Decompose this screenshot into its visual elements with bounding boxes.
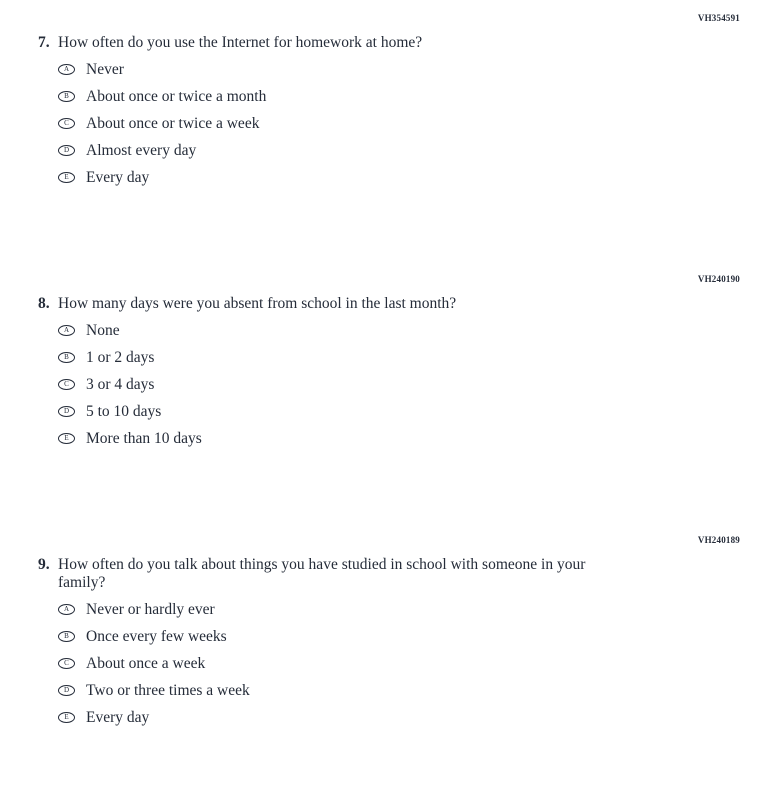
bubble-letter: E	[64, 713, 69, 721]
option-label: About once or twice a month	[86, 87, 267, 105]
question-number: 8.	[38, 295, 50, 312]
bubble-letter: D	[63, 686, 70, 694]
answer-bubble-b[interactable]	[58, 631, 75, 642]
options-list	[58, 56, 740, 191]
item-code-row	[38, 273, 740, 285]
option-label: Every day	[86, 168, 150, 186]
option-row-c[interactable]	[58, 110, 740, 137]
answer-bubble-a[interactable]	[58, 325, 75, 336]
option-label: About once or twice a week	[86, 114, 260, 132]
bubble-letter: B	[64, 632, 69, 640]
bubble-letter: A	[63, 326, 70, 334]
question-number: 9.	[38, 556, 50, 573]
options-list	[58, 596, 740, 731]
option-label: Almost every day	[86, 141, 197, 159]
bubble-letter: C	[64, 119, 69, 127]
option-label: Two or three times a week	[86, 681, 250, 699]
answer-bubble-c[interactable]	[58, 118, 75, 129]
option-row-b[interactable]	[58, 83, 740, 110]
option-label: 5 to 10 days	[86, 402, 162, 420]
answer-bubble-e[interactable]	[58, 433, 75, 444]
answer-bubble-b[interactable]	[58, 91, 75, 102]
bubble-letter: E	[64, 173, 69, 181]
option-row-b[interactable]	[58, 623, 740, 650]
option-row-b[interactable]	[58, 344, 740, 371]
bubble-letter: D	[63, 146, 70, 154]
option-row-c[interactable]	[58, 371, 740, 398]
question-line	[38, 556, 740, 592]
option-row-d[interactable]	[58, 677, 740, 704]
item-code: VH240189	[697, 535, 740, 545]
option-label: Once every few weeks	[86, 627, 227, 645]
option-row-e[interactable]	[58, 425, 740, 452]
answer-bubble-c[interactable]	[58, 379, 75, 390]
answer-bubble-b[interactable]	[58, 352, 75, 363]
item-code-row	[38, 534, 740, 546]
question-block-8	[38, 273, 740, 534]
bubble-letter: A	[63, 605, 70, 613]
option-label: 3 or 4 days	[86, 375, 155, 393]
options-list	[58, 317, 740, 452]
option-label: About once a week	[86, 654, 206, 672]
question-block-7	[38, 12, 740, 273]
option-row-d[interactable]	[58, 398, 740, 425]
option-label: 1 or 2 days	[86, 348, 155, 366]
answer-bubble-e[interactable]	[58, 172, 75, 183]
question-text: How often do you talk about things you have studied in school with someone in your family?	[58, 556, 586, 591]
option-row-e[interactable]	[58, 704, 740, 731]
item-code: VH354591	[697, 13, 740, 23]
bubble-letter: E	[64, 434, 69, 442]
question-block-9	[38, 534, 740, 731]
option-label: Never or hardly ever	[86, 600, 215, 618]
option-label: More than 10 days	[86, 429, 202, 447]
bubble-letter: B	[64, 353, 69, 361]
answer-bubble-d[interactable]	[58, 145, 75, 156]
option-row-e[interactable]	[58, 164, 740, 191]
option-row-d[interactable]	[58, 137, 740, 164]
answer-bubble-d[interactable]	[58, 406, 75, 417]
option-row-a[interactable]	[58, 596, 740, 623]
question-line	[38, 34, 740, 52]
option-row-a[interactable]	[58, 56, 740, 83]
answer-bubble-a[interactable]	[58, 64, 75, 75]
question-number: 7.	[38, 34, 50, 51]
question-line	[38, 295, 740, 313]
bubble-letter: B	[64, 92, 69, 100]
item-code: VH240190	[697, 274, 740, 284]
option-row-a[interactable]	[58, 317, 740, 344]
answer-bubble-a[interactable]	[58, 604, 75, 615]
question-text: How many days were you absent from school in the last month?	[58, 295, 457, 312]
answer-bubble-c[interactable]	[58, 658, 75, 669]
item-code-row	[38, 12, 740, 24]
bubble-letter: C	[64, 659, 69, 667]
option-label: None	[86, 321, 120, 339]
question-text: How often do you use the Internet for homework at home?	[58, 34, 423, 51]
bubble-letter: A	[63, 65, 70, 73]
option-label: Never	[86, 60, 124, 78]
answer-bubble-e[interactable]	[58, 712, 75, 723]
bubble-letter: D	[63, 407, 70, 415]
option-row-c[interactable]	[58, 650, 740, 677]
answer-bubble-d[interactable]	[58, 685, 75, 696]
option-label: Every day	[86, 708, 150, 726]
bubble-letter: C	[64, 380, 69, 388]
